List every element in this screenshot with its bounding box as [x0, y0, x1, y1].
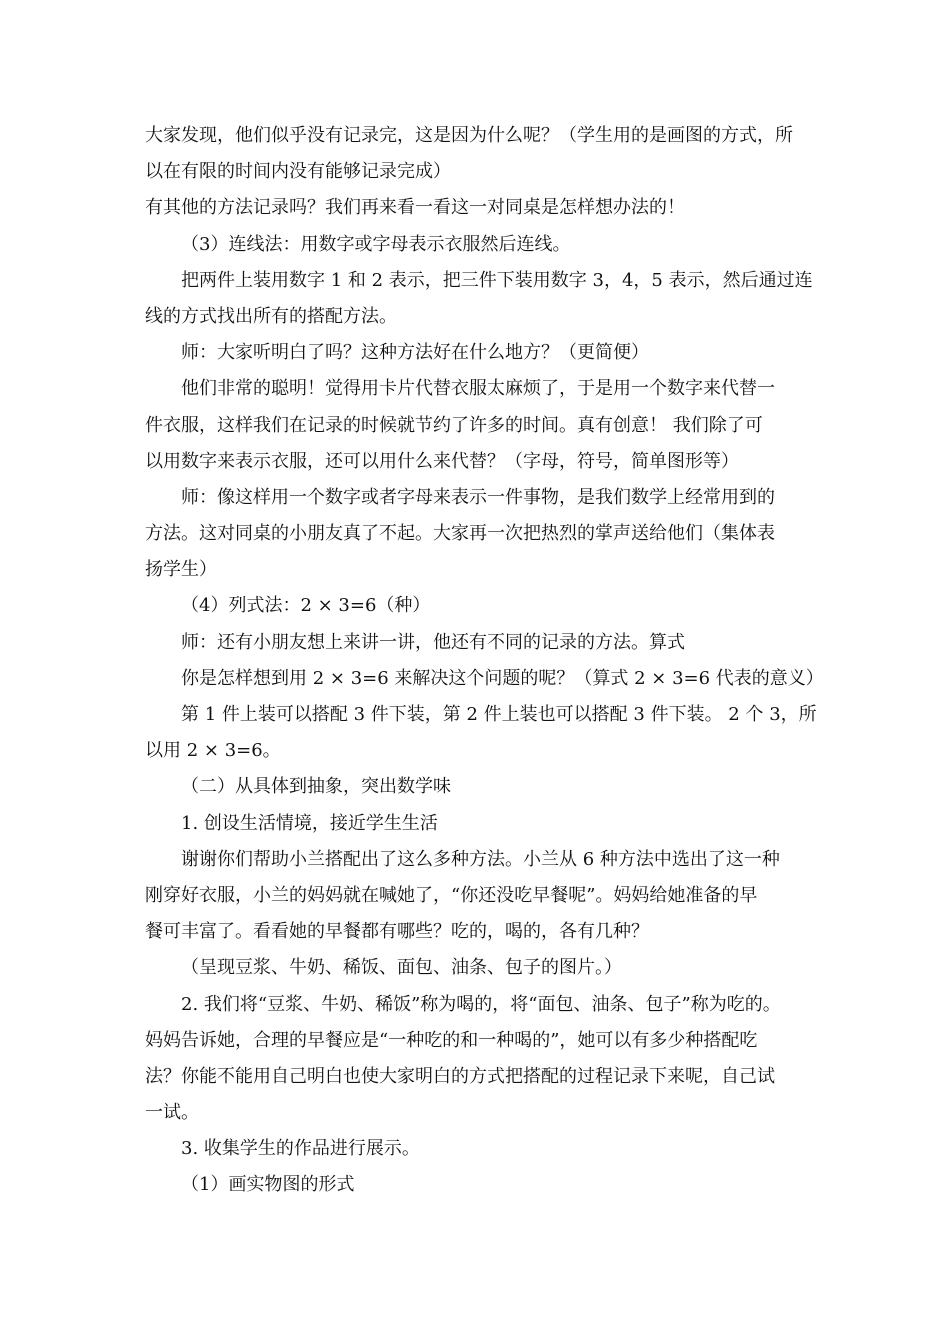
text-line: 法？你能不能用自己明白也使大家明白的方式把搭配的过程记录下来呢，自己试: [145, 1065, 775, 1087]
section-heading-formula-method: （4）列式法：2 × 3=6（种）: [181, 595, 431, 617]
text-line: （呈现豆浆、牛奶、稀饭、面包、油条、包子的图片。）: [181, 957, 622, 979]
text-line: 以在有限的时间内没有能够记录完成）: [145, 161, 451, 183]
text-line: 1. 创设生活情境，接近学生生活: [181, 812, 438, 834]
text-line: 一试。: [145, 1102, 199, 1124]
section-heading-linking-method: （3）连线法：用数字或字母表示衣服然后连线。: [181, 233, 571, 255]
text-line: 件衣服，这样我们在记录的时候就节约了许多的时间。真有创意！ 我们除了可: [145, 414, 763, 436]
text-line: 2. 我们将“豆浆、牛奶、稀饭”称为喝的，将“面包、油条、包子”称为吃的。: [181, 993, 781, 1015]
section-heading-picture-form: （1）画实物图的形式: [181, 1174, 355, 1196]
text-line: 刚穿好衣服，小兰的妈妈就在喊她了，“你还没吃早餐呢”。妈妈给她准备的早: [145, 884, 758, 906]
text-line: 3. 收集学生的作品进行展示。: [181, 1138, 420, 1160]
section-heading-concrete-to-abstract: （二）从具体到抽象，突出数学味: [181, 776, 451, 798]
text-line: 以用 2 × 3=6。: [145, 740, 281, 762]
text-line: 餐可丰富了。看看她的早餐都有哪些？吃的，喝的，各有几种？: [145, 921, 649, 943]
text-line: 第 1 件上装可以搭配 3 件下装，第 2 件上装也可以搭配 3 件下装。 2 个 3，所: [181, 704, 817, 725]
text-line: 方法。这对同桌的小朋友真了不起。大家再一次把热烈的掌声送给他们（集体表: [145, 523, 775, 545]
text-line: 以用数字来表示衣服，还可以用什么来代替？（字母，符号，简单图形等）: [145, 450, 739, 472]
body-text: [145, 118, 825, 1204]
text-line: 师：还有小朋友想上来讲一讲，他还有不同的记录的方法。算式: [181, 631, 685, 653]
text-line: 扬学生）: [145, 559, 217, 581]
text-line: 大家发现，他们似乎没有记录完，这是因为什么呢？（学生用的是画图的方式，所: [145, 125, 793, 146]
text-line: 师：像这样用一个数字或者字母来表示一件事物，是我们数学上经常用到的: [181, 486, 775, 508]
text-line: 有其他的方法记录吗？我们再来看一看这一对同桌是怎样想办法的！: [145, 197, 685, 219]
text-line: 妈妈告诉她，合理的早餐应是“一种吃的和一种喝的”，她可以有多少种搭配吃: [145, 1029, 758, 1051]
text-line: 你是怎样想到用 2 × 3=6 来解决这个问题的呢？（算式 2 × 3=6 代表的意义）: [181, 667, 824, 689]
text-line: 谢谢你们帮助小兰搭配出了这么多种方法。小兰从 6 种方法中选出了这一种: [181, 848, 780, 870]
text-line: 他们非常的聪明！觉得用卡片代替衣服太麻烦了，于是用一个数字来代替一: [181, 378, 775, 400]
text-line: 线的方式找出所有的搭配方法。: [145, 305, 397, 327]
text-line: 师：大家听明白了吗？这种方法好在什么地方？（更简便）: [181, 342, 649, 364]
text-line: 把两件上装用数字 1 和 2 表示，把三件下装用数字 3，4，5 表示，然后通过连: [181, 269, 813, 291]
